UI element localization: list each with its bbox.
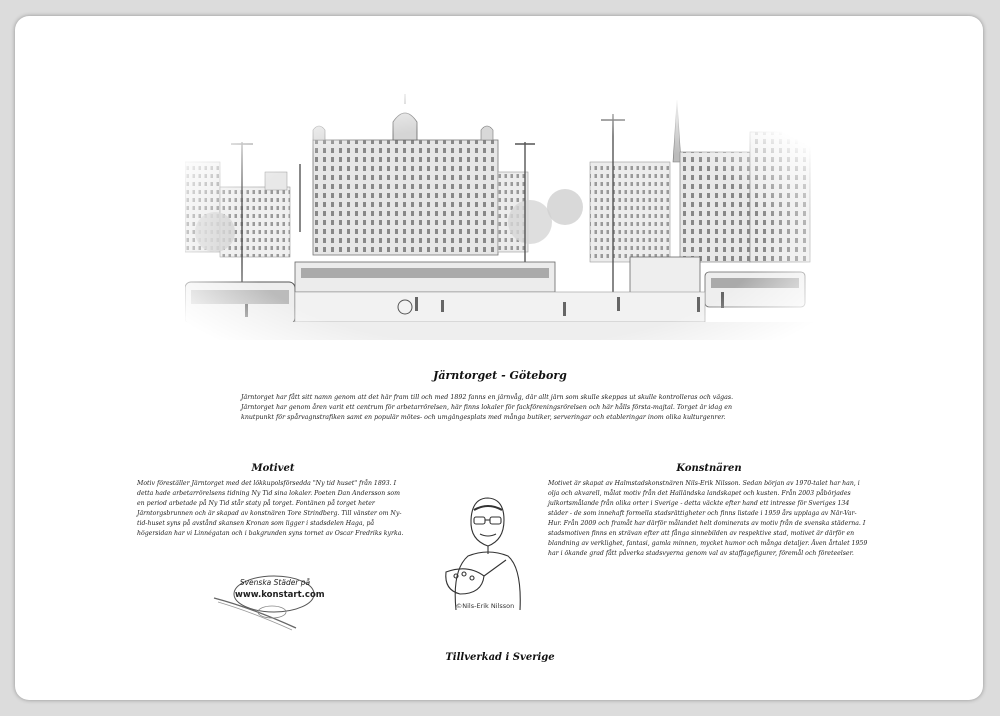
konstnaren-text: Motivet är skapat av Halmstadskonstnären Nils-Erik Nilsson. Sedan början av 1970-talet har han, i olja och akvarell, målat motiv från det Halländska landskapet och kusten. Från 2003 påbörjades julkortsmålande från olika orter i Sverige - detta väckte efter hand ett intresse för Sveriges 134 städer - de som innehaft formella stadsrättigheter och finns listade i 1959 års upplaga av När-Var-Hur. Från 2009 och framåt har därför målandet helt dominerats av motiv från de svenska städerna. I stadsmotiven finns en strävan efter att fånga sinnebilden av respektive stad, motivet är därför en blandning av verklighet, fantasi, gamla minnen, mycket humor och många detaljer. Även årtalet 1959 har i ökande grad fått påverka stadsvyerna genom val av staffagefigurer, föremål och företeelser. [548, 480, 868, 557]
motivet-heading: Motivet [251, 463, 295, 474]
intro-text: Järntorget har fått sitt namn genom att det här fram till och med 1892 fanns en järnvåg, där allt järn som skulle skeppas ut skulle kontrolleras och vägas. Järntorget har genom åren varit ett centrum för arbetarrörelsen, här finns lokaler för fackföreningsrörelsen och här hålls första-majtal. Torget är idag en knutpunkt för spårvagnstrafiken samt en populär mötes- och umgängesplats med många butiker, serveringar och etableringar inom olika kulturgenrer. [241, 394, 734, 421]
konstnaren-heading: Konstnären [676, 463, 742, 474]
motivet-text: Motiv föreställer Järntorget med det lökkupolsförsedda "Ny tid huset" från 1893. I detta hade arbetarrörelsens tidning Ny Tid sina lokaler. Poeten Dan Andersson som en period arbetade på Ny Tid står staty på torget. Fontänen på torget heter Järntorgsbrunnen och är skapad av konstnären Tore Strindberg. Till vänster om Ny-tid-huset syns på avstånd skansen Kronan som ligger i stadsdelen Haga, på högersidan har vi Linnégatan och i bakgrunden syns tornet av Oscar Fredriks kyrka. [137, 480, 404, 537]
footer-made-in: Tillverkad i Sverige [445, 652, 555, 663]
logo-url[interactable]: www.konstart.com [235, 590, 325, 600]
jarntorget-drawing [185, 92, 815, 354]
logo-tagline: Svenska Städer på [239, 578, 311, 587]
portrait-signature: ©Nils-Erik Nilsson [455, 602, 515, 610]
konstart-logo-text [235, 578, 325, 600]
artwork-title: Järntorget - Göteborg [433, 369, 567, 382]
